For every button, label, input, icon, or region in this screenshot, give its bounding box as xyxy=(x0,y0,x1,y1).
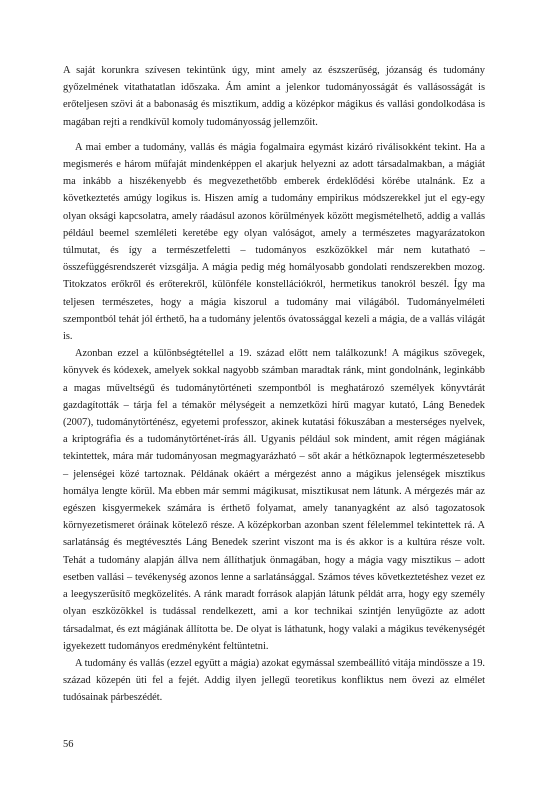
paragraph-3: Azonban ezzel a különbségtétellel a 19. század előtt nem találkozunk! A mágikus szövegek, könyvek és kódexek, amelyek sokkal nagyobb számban maradtak ránk, mint gondolnánk, leginkább a magas műveltségű és tudománytörténeti szempontból is meghatározó személyek könyvtárát gazdagították – tárja fel a témakör mélységeit a nemzetközi hírű magyar kutató, Láng Benedek (2007), tudománytörténész, egyetemi professzor, akinek kutatási fókuszában a mesterséges nyelvek, a kriptográfia és a tudománytörténet-írás áll. Ugyanis például sok mindent, amit régen mágiának tekintettek, mára már tudományosan megmagyarázható – sőt akár a hétköznapok legtermészetesebb – jelenségei közé tartoznak. Példának okáért a mérgezést anno a mágikus jelenségek misztikus homálya lengte körül. Ma ebben már semmi mágikusat, misztikusat nem látunk. A mérgezés már az egészen kisgyermekek számára is érthető folyamat, amely tananyagként az alsó tagozatosok környezetismeret óráinak kötelező része. A középkorban azonban szent félelemmel tekintettek rá. A sarlatánság és megtévesztés Láng Benedek szerint viszont ma is és akkor is a kultúra része volt. Tehát a tudomány alapján állva nem állíthatjuk önmagában, hogy a mágia vagy misztikus – adott esetben vallási – tevékenység azonos lenne a sarlatánsággal. Számos téves következtetéshez vezet ez a leegyszerűsítő megközelítés. A ránk maradt források alapján látunk példát arra, hogy egy személy olyan eszközökkel is tudással rendelkezett, ami a kor technikai szintjén lenyűgözte az adott társadalmat, és ezt mágiának állította be. De olyat is láthatunk, hogy valaki a mágikus tevékenységét igyekezett tudományos eredményként feltüntetni. xyxy=(63,348,485,652)
paragraph-2: A mai ember a tudomány, vallás és mágia fogalmaira egymást kizáró riválisokként tekint. Ha a megismerés e három műfaját mindenképpen el akarjuk helyezni az adott társadalmakban, a mágiát ma inkább a hiszékenyebb és megvezethetőbb emberek érdeklődési körébe utalnánk. Ez a következtetés amúgy logikus is. Hiszen amíg a tudomány empirikus módszerekkel jut el egy-egy olyan oksági kapcsolatra, amely ráadásul azonos körülmények között megismételhető, addig a vallás például beemel szemléleti keretébe egy olyan valóságot, amely a természetes magyarázatokon túlmutat, és így a természetfeletti – tudományos eszközökkel már nem kutatható – összefüggésrendszerét vizsgálja. A mágia pedig még homályosabb gondolati rendszerekben mozog. Titokzatos erőkről és erőterekről, különféle konstellációkról, hermetikus tanokról beszél. Így ma teljesen természetes, hogy a mágia kiszorul a tudomány mai világából. Tudományelméleti szempontból tehát jól érthető, ha a tudomány jelentős óvatossággal kezeli a mágia, de a vallás világát is. xyxy=(63,141,485,343)
paragraph-4: A tudomány és vallás (ezzel együtt a mágia) azokat egymással szembeállító vitája mindössze a 19. század közepén üti fel a fejét. Addig ilyen jellegű teoretikus konfliktus nem övezi az elmélet tudósainak párbeszédét. xyxy=(63,657,485,704)
body-text xyxy=(63,62,485,707)
page-number: 56 xyxy=(63,739,74,750)
paragraph-1: A saját korunkra szívesen tekintünk úgy, mint amely az észszerűség, józanság és tudomány győzelmének vitathatatlan időszaka. Ám amint a jelenkor tudományosságát és vallásosságát is erőteljesen szövi át a babonaság és misztikum, addig a középkor mágikus és vallási gondolkodása is magában rejti a rendkívül komoly tudományosság jellemzőit. xyxy=(63,65,485,128)
